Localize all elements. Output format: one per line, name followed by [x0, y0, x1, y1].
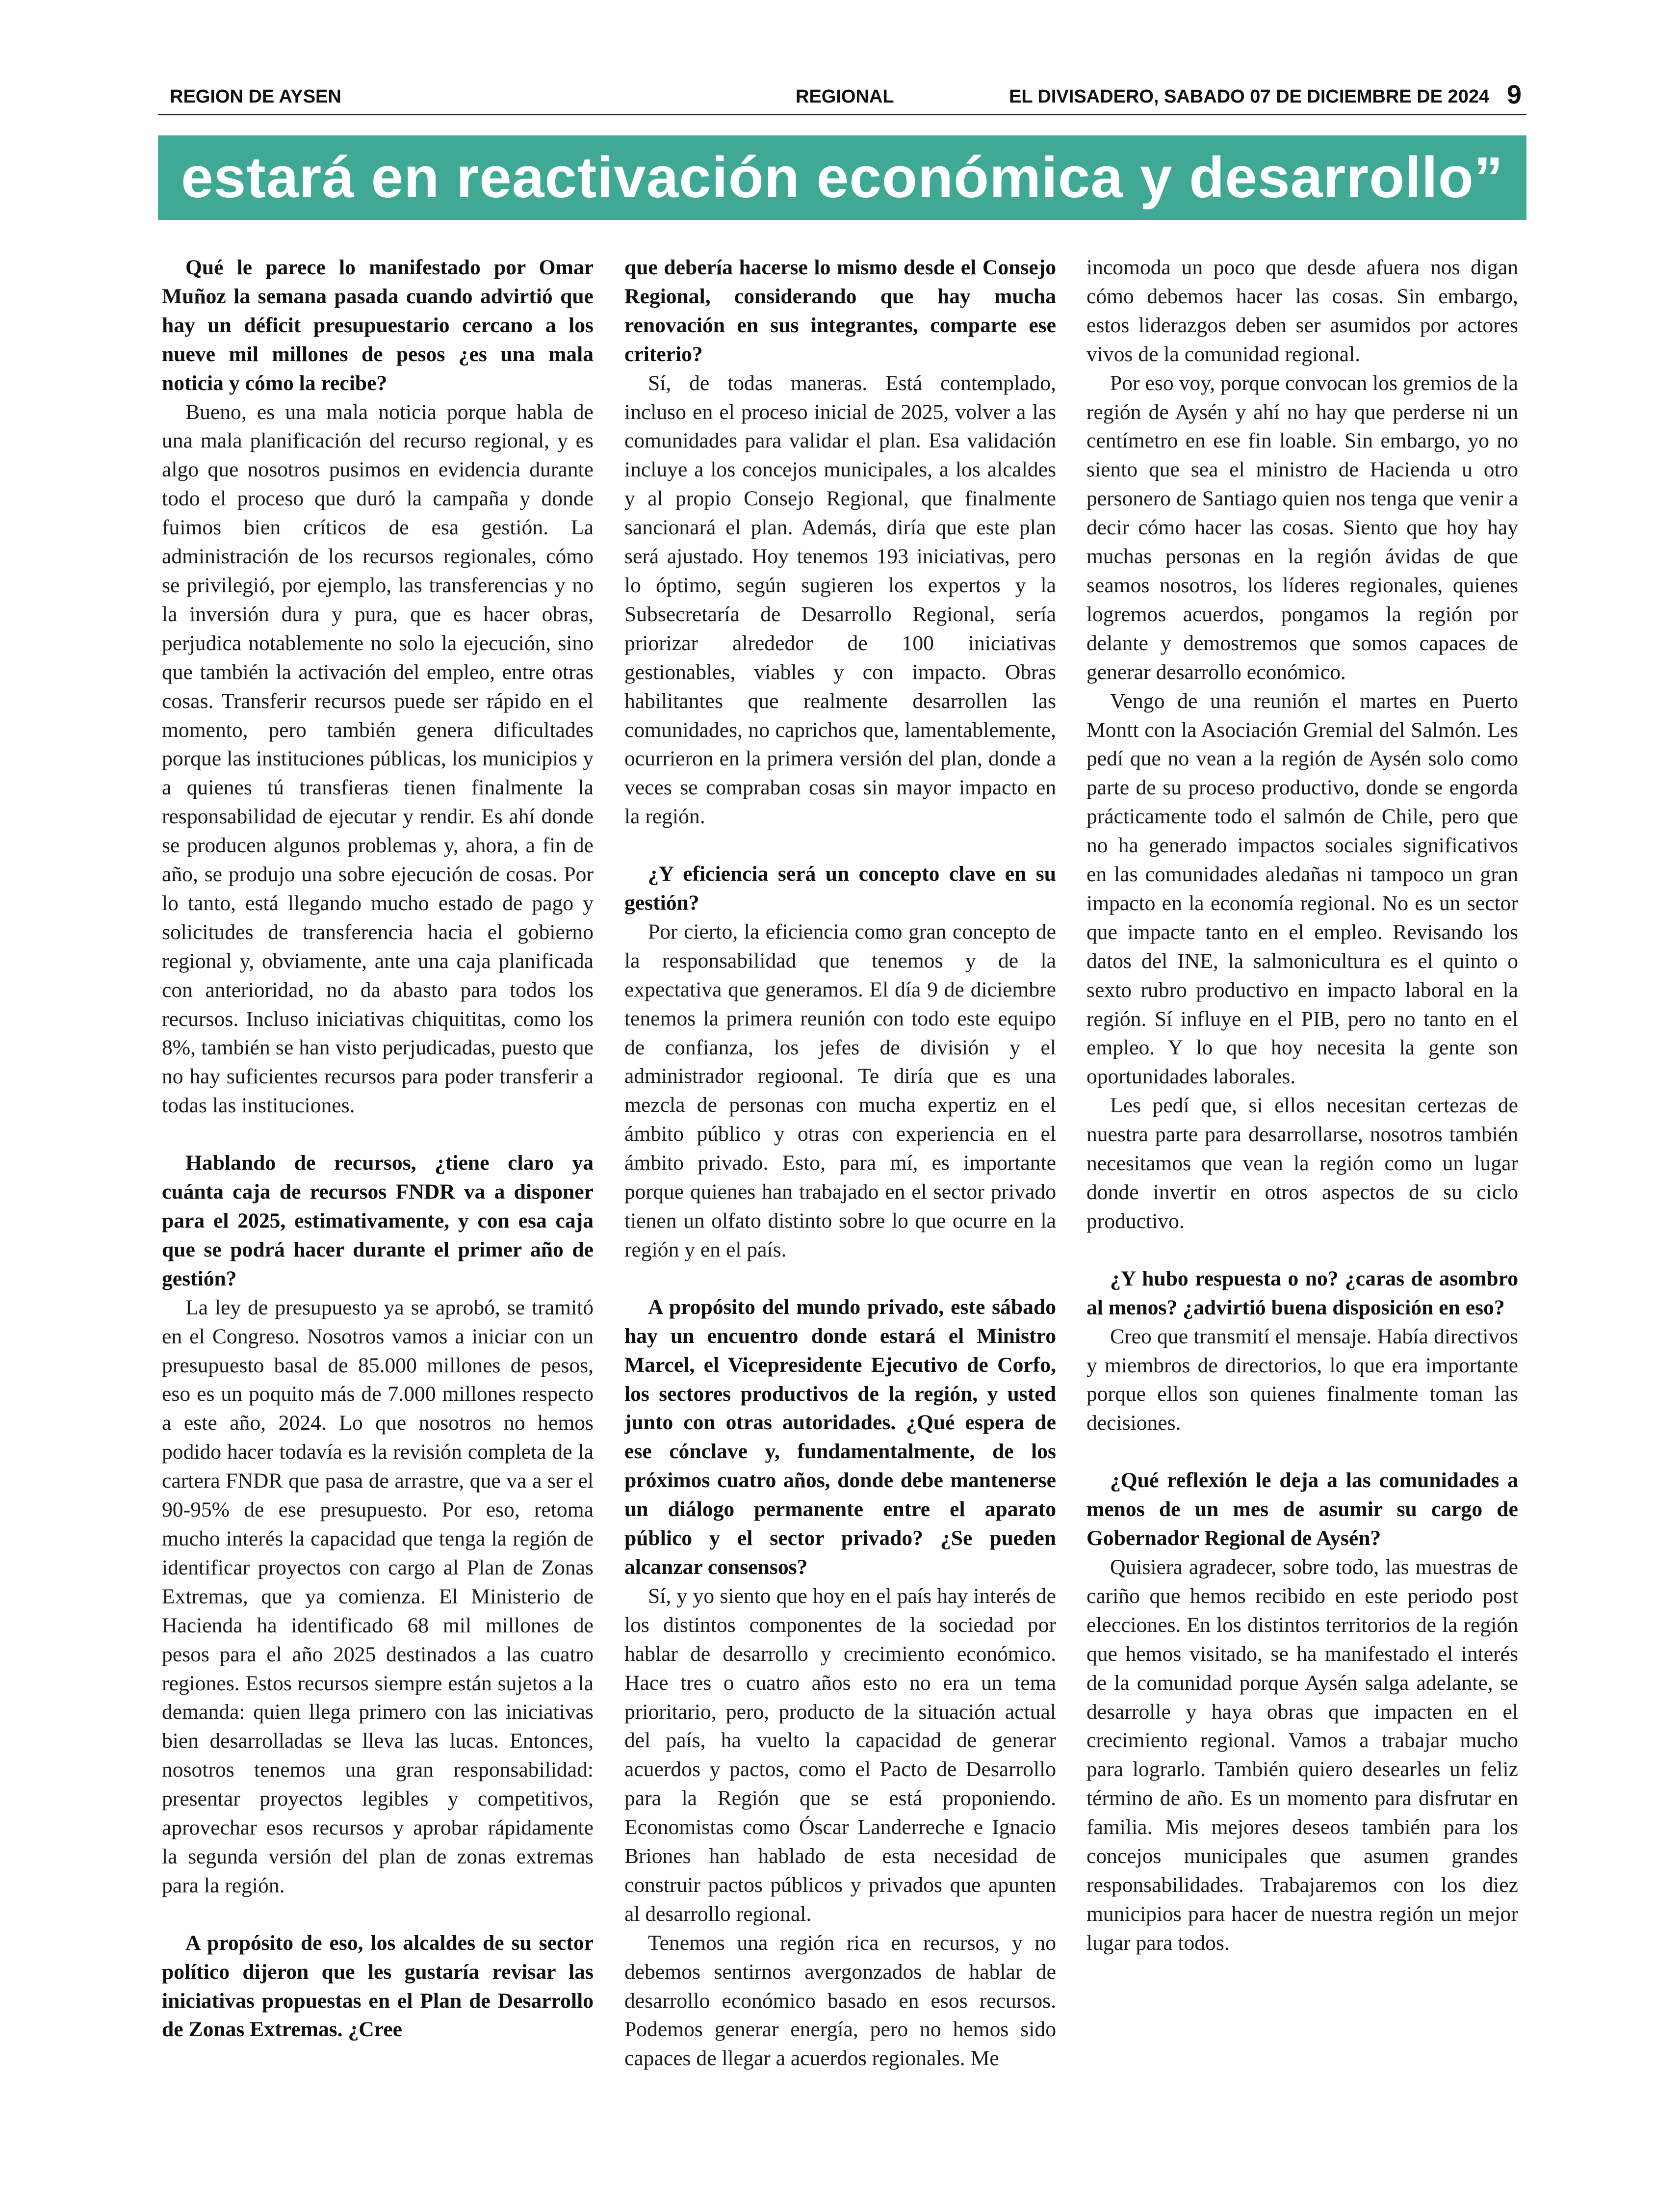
headline-banner	[158, 135, 1526, 220]
section-name: REGION DE AYSEN	[170, 86, 341, 107]
answer-5-continued: incomoda un poco que desde afuera nos digan cómo debemos hacer las cosas. Sin embargo, estos liderazgos deben ser asumidos por actores vivos de la comunidad regional.	[1086, 256, 1518, 366]
answer-5-paragraph-5: Les pedí que, si ellos necesitan certezas de nuestra parte para desarrollarse, nosotros también necesitamos que vean la región como un lugar donde invertir en otros aspectos de su ciclo productivo.	[1086, 1094, 1518, 1233]
answer-5-paragraph-2: Tenemos una región rica en recursos, y no debemos sentirnos avergonzados de hablar de desarrollo económico basado en esos recursos. Podemos generar energía, pero no hemos sido capaces de llegar a acuerdos regionales. Me	[624, 1931, 1056, 2071]
answer-5-paragraph-4: Vengo de una reunión el martes en Puerto Montt con la Asociación Gremial del Salmón. Les pedí que no vean a la región de Aysén solo como parte de su proceso productivo, donde se engorda prácticamente todo el salmón de Chile, pero que no ha generado impactos sociales significativos en las comunidades aledañas ni tampoco un gran impacto en la economía regional. No es un sector que impacte tanto en el empleo. Revisando los datos del INE, la salmonicultura es el quinto o sexto rubro productivo en impacto laboral en la región. Sí influye en el PIB, pero no tanto en el empleo. Y lo que hoy necesita la gente son oportunidades laborales.	[1086, 689, 1518, 1089]
article-column-2	[624, 253, 1056, 2157]
question-4: ¿Y eficiencia será un concepto clave en su gestión?	[624, 862, 1056, 915]
answer-7: Quisiera agradecer, sobre todo, las muestras de cariño que hemos recibido en este periodo post elecciones. En los distintos territorios de la región que hemos visitado, se ha manifestado el interés de la comunidad porque Aysén salga adelante, se desarrolle y haya obras que impacten en el crecimiento regional. Vamos a trabajar mucho para lograrlo. También quiero desearles un feliz término de año. Es un momento para disfrutar en familia. Mis mejores deseos también para los concejos municipales que asumen grandes responsabilidades. Trabajaremos con los diez municipios para hacer de nuestra región un mejor lugar para todos.	[1086, 1555, 1518, 1955]
article-column-1	[162, 253, 594, 2157]
question-5: A propósito del mundo privado, este sábado hay un encuentro donde estará el Ministro Marcel, el Vicepresidente Ejecutivo de Corfo, los sectores productivos de la región, y usted junto con otras autoridades. ¿Qué espera de ese cónclave y, fundamentalmente, de los próximos cuatro años, donde debe mantenerse un diálogo permanente entre el aparato público y el sector privado? ¿Se pueden alcanzar consensos?	[624, 1295, 1056, 1579]
answer-5-paragraph-3: Por eso voy, porque convocan los gremios de la región de Aysén y ahí no hay que perderse ni un centímetro en ese fin loable. Sin embargo, yo no siento que sea el ministro de Hacienda u otro personero de Santiago quien nos tenga que venir a decir cómo hacer las cosas. Siento que hoy hay muchas personas en la región ávidas de que seamos nosotros, los líderes regionales, quienes logremos acuerdos, pongamos la región por delante y demostremos que somos capaces de generar desarrollo económico.	[1086, 371, 1518, 684]
question-2: Hablando de recursos, ¿tiene claro ya cuánta caja de recursos FNDR va a disponer para el 2025, estimativamente, y con esa caja que se podrá hacer durante el primer año de gestión?	[162, 1151, 594, 1290]
publication-date: EL DIVISADERO, SABADO 07 DE DICIEMBRE DE 2024	[1009, 86, 1490, 107]
answer-1: Bueno, es una mala noticia porque habla de una mala planificación del recurso regional, y es algo que nosotros pusimos en evidencia durante todo el proceso que duró la campaña y donde fuimos bien críticos de esa gestión. La administración de los recursos regionales, cómo se privilegió, por ejemplo, las transferencias y no la inversión dura y pura, que es hacer obras, perjudica notablemente no solo la ejecución, sino que también la activación del empleo, entre otras cosas. Transferir recursos puede ser rápido en el momento, pero también genera dificultades porque las instituciones públicas, los municipios y a quienes tú transfieras tienen finalmente la responsabilidad de ejecutar y rendir. Es ahí donde se producen algunos problemas y, ahora, a fin de año, se produjo una sobre ejecución de cosas. Por lo tanto, está llegando mucho estado de pago y solicitudes de transferencia hacia el gobierno regional y, obviamente, ante una caja planificada con anterioridad, no da abasto para todos los recursos. Incluso iniciativas chiquititas, como los 8%, también se han visto perjudicadas, puesto que no hay suficientes recursos para poder transferir a todas las instituciones.	[162, 400, 594, 1118]
header-divider	[158, 114, 1526, 115]
headline-title: estará en reactivación económica y desarrollo”	[181, 145, 1503, 210]
article-column-3	[1086, 253, 1518, 2157]
answer-6: Creo que transmití el mensaje. Había directivos y miembros de directorios, lo que era importante porque ellos son quienes finalmente toman las decisiones.	[1086, 1324, 1518, 1435]
answer-2: La ley de presupuesto ya se aprobó, se tramitó en el Congreso. Nosotros vamos a iniciar con un presupuesto basal de 85.000 millones de pesos, eso es un poquito más de 7.000 millones respecto a este año, 2024. Lo que nosotros no hemos podido hacer todavía es la revisión completa de la cartera FNDR que pasa de arrastre, que va a ser el 90-95% de ese presupuesto. Por eso, retoma mucho interés la capacidad que tenga la región de identificar proyectos con cargo al Plan de Zonas Extremas, que ya comienza. El Ministerio de Hacienda ha identificado 68 mil millones de pesos para el año 2025 destinados a las cuatro regiones. Estos recursos siempre están sujetos a la demanda: quien llega primero con las iniciativas bien desarrolladas se lleva las lucas. Entonces, nosotros tenemos una gran responsabilidad: presentar proyectos legibles y competitivos, aprovechar esos recursos y aprobar rápidamente la segunda versión del plan de zonas extremas para la región.	[162, 1295, 594, 1897]
answer-4: Por cierto, la eficiencia como gran concepto de la responsabilidad que tenemos y de la expectativa que generamos. El día 9 de diciembre tenemos la primera reunión con todo este equipo de confianza, los jefes de división y el administrador regioonal. Te diría que es una mezcla de personas con mucha expertiz en el ámbito público y otras con experiencia en el ámbito privado. Esto, para mí, es importante porque quienes han trabajado en el sector privado tienen un olfato distinto sobre lo que ocurre en la región y en el país.	[624, 919, 1056, 1261]
question-3: A propósito de eso, los alcaldes de su sector político dijeron que les gustaría revisar las iniciativas propuestas en el Plan de Desarrollo de Zonas Extremas. ¿Cree	[162, 1931, 594, 2042]
answer-5: Sí, y yo siento que hoy en el país hay interés de los distintos componentes de la sociedad por hablar de desarrollo y crecimiento económico. Hace tres o cuatro años esto no era un tema prioritario, pero, producto de la situación actual del país, ha vuelto la capacidad de generar acuerdos y pactos, como el Pacto de Desarrollo para la Región que se está proponiendo. Economistas como Óscar Landerreche e Ignacio Briones han hablado de esta necesidad de construir pactos públicos y privados que apunten al desarrollo regional.	[624, 1584, 1056, 1926]
question-3-continued: que debería hacerse lo mismo desde el Consejo Regional, considerando que hay mucha renovación en sus integrantes, comparte ese criterio?	[624, 256, 1056, 366]
page-header	[158, 82, 1526, 112]
page-number: 9	[1507, 80, 1522, 109]
category-label: REGIONAL	[796, 86, 894, 107]
question-7: ¿Qué reflexión le deja a las comunidades a menos de un mes de asumir su cargo de Gobernador Regional de Aysén?	[1086, 1468, 1518, 1550]
answer-3: Sí, de todas maneras. Está contemplado, incluso en el proceso inicial de 2025, volver a las comunidades para validar el plan. Esa validación incluye a los concejos municipales, a los alcaldes y al propio Consejo Regional, que finalmente sancionará el plan. Además, diría que este plan será ajustado. Hoy tenemos 193 iniciativas, pero lo óptimo, según sugieren los expertos y la Subsecretaría de Desarrollo Regional, sería priorizar alrededor de 100 iniciativas gestionables, viables y con impacto. Obras habilitantes que realmente desarrollen las comunidades, no caprichos que, lamentablemente, ocurrieron en la primera versión del plan, donde a veces se compraban cosas sin mayor impacto en la región.	[624, 371, 1056, 829]
question-6: ¿Y hubo respuesta o no? ¿caras de asombro al menos? ¿advirtió buena disposición en eso?	[1086, 1266, 1518, 1319]
question-1: Qué le parece lo manifestado por Omar Muñoz la semana pasada cuando advirtió que hay un déficit presupuestario cercano a los nueve mil millones de pesos ¿es una mala noticia y cómo la recibe?	[162, 256, 594, 395]
